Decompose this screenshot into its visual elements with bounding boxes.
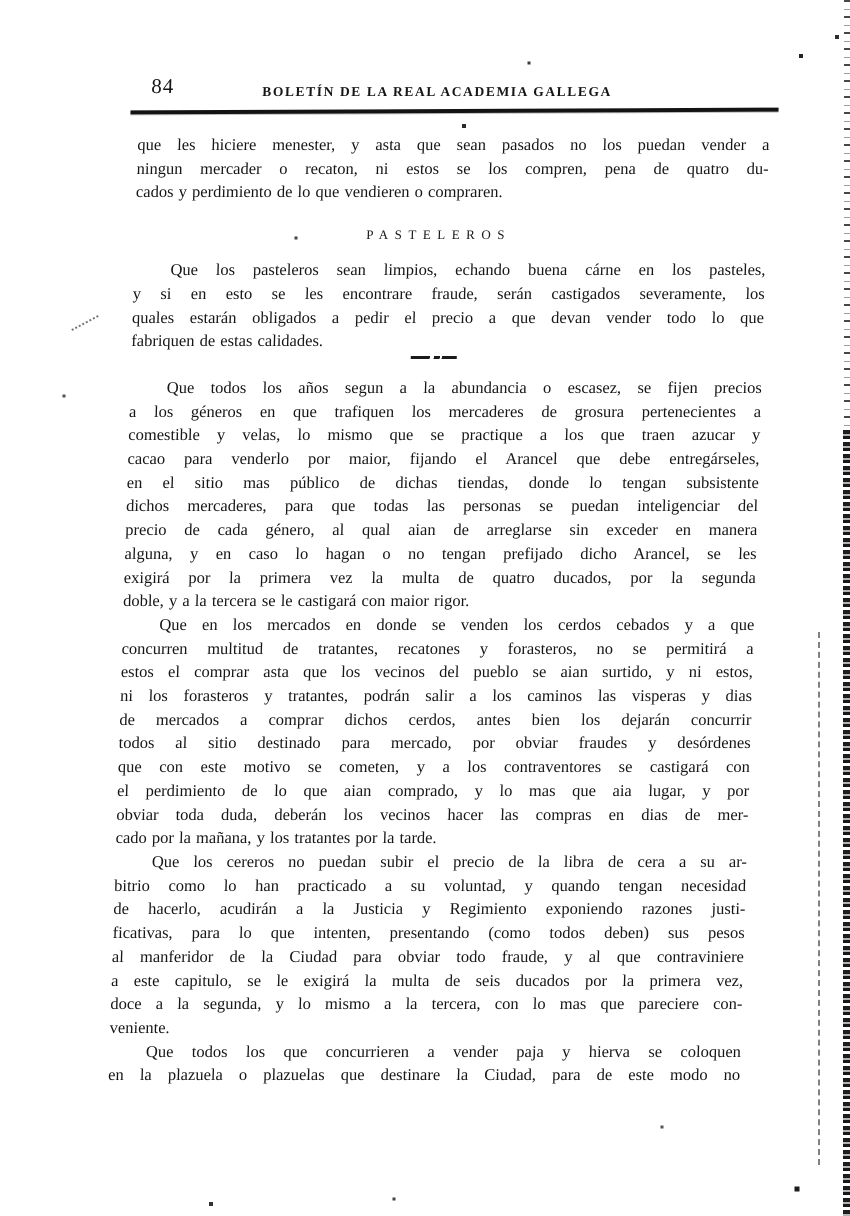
text-line: ficativas, para lo que intenten, presentando (como todos deben) sus pesos xyxy=(112,923,745,943)
scan-specks xyxy=(0,0,2,2)
text-line: estos el comprar asta que los vecinos del pueblo se aian surtido, y ni estos, xyxy=(120,662,754,682)
text-line: en la plazuela o plazuelas que destinare la Ciudad, para de este modo no xyxy=(107,1065,741,1085)
text-line: bitrio como lo han practicado a su voluntad, y quando tengan necesidad xyxy=(113,875,747,895)
page-edge-noise-bottom xyxy=(843,430,850,1216)
body-paragraph xyxy=(131,258,766,353)
text-line: concurren multitud de tratantes, recatones y forasteros, no se permitirá a xyxy=(121,638,754,658)
section-heading: PASTELEROS xyxy=(366,227,512,243)
text-line: de mercados a comprar dichos cerdos, antes bien los dejarán concurrir xyxy=(119,709,752,729)
text-line: todos al sitio destinado para mercado, por obviar fraudes y desórdenes xyxy=(118,733,751,753)
margin-pencil-mark xyxy=(71,315,98,331)
text-body xyxy=(108,133,770,1087)
text-line: Que todos los que concurrieren a vender paja y hierva se coloquen xyxy=(145,1041,742,1061)
text-line: fabriquen de estas calidades. xyxy=(130,331,324,351)
binding-crease-mark xyxy=(818,632,820,1165)
text-line: que con este motivo se cometen, y a los contraventores se castigará con xyxy=(117,757,751,777)
body-paragraph xyxy=(136,133,770,204)
body-paragraph xyxy=(115,613,754,850)
text-line: alguna, y en caso lo hagan o no tengan prefijado dicho Arancel, se les xyxy=(124,543,757,563)
text-line: exigirá por la primera vez la multa de quatro ducados, por la segunda xyxy=(123,567,757,587)
page-number: 84 xyxy=(150,74,175,98)
body-paragraph xyxy=(108,1040,741,1087)
text-line: veniente. xyxy=(109,1017,171,1037)
text-line: ni los forasteros y tratantes, podrán salir a los caminos las visperas y dias xyxy=(119,686,753,706)
page-content xyxy=(104,0,782,1216)
text-line: Que todos los años segun a la abundancia o escasez, se fijen precios xyxy=(166,377,763,397)
text-line: Que los pasteleros sean limpios, echando buena cárne en los pasteles, xyxy=(170,260,766,280)
text-line: y si en esto se les encontrare fraude, serán castigados severamente, los xyxy=(132,283,766,303)
running-title: BOLETÍN DE LA REAL ACADEMIA GALLEGA xyxy=(262,84,613,99)
text-line: al manferidor de la Ciudad para obviar todo fraude, y al que contraviniere xyxy=(111,946,745,966)
text-line: Que en los mercados en donde se venden los cerdos cebados y a que xyxy=(159,614,755,634)
header-rule xyxy=(130,108,778,115)
text-line: en el sitio mas público de dichas tiendas, donde lo tengan subsistente xyxy=(126,472,760,492)
text-line: Que los cereros no puedan subir el precio de la libra de cera a su ar- xyxy=(151,851,748,871)
text-line: a este capitulo, se le exigirá la multa de seis ducados por la primera vez, xyxy=(110,970,744,990)
page-edge-noise-top xyxy=(844,0,850,430)
text-line: a los géneros en que trafiquen los mercaderes de grosura pertenecientes a xyxy=(128,401,762,421)
text-line: cado por la mañana, y los tratantes por la tarde. xyxy=(115,828,437,848)
text-line: doble, y a la tercera se le castigará con maior rigor. xyxy=(122,591,470,611)
text-line: cacao para venderlo por maior, fijando el Arancel que debe entregárseles, xyxy=(127,449,760,469)
text-divider xyxy=(411,356,457,359)
text-line: quales estarán obligados a pedir el precio a que devan vender todo lo que xyxy=(131,307,765,327)
body-paragraph xyxy=(109,850,747,1040)
text-line: precio de cada género, al qual aian de arreglarse sin exceder en manera xyxy=(125,520,758,540)
text-line: cados y perdimiento de lo que vendieren o compraren. xyxy=(135,182,504,202)
text-line: obviar toda duda, deberán los vecinos hacer las compras en dias de mer- xyxy=(116,804,749,824)
text-line: ningun mercader o recaton, ni estos se los compren, pena de quatro du- xyxy=(136,158,770,178)
body-paragraph xyxy=(123,376,762,613)
text-line: doce a la segunda, y lo mismo a la tercera, con lo mas que pareciere con- xyxy=(110,994,743,1014)
text-line: que les hiciere menester, y asta que sean pasados no los puedan vender a xyxy=(137,135,770,154)
text-line: el perdimiento de lo que aian comprado, y lo mas que aia lugar, y por xyxy=(116,780,750,800)
text-line: dichos mercaderes, para que todas las personas se puedan inteligenciar del xyxy=(125,496,759,516)
text-line: comestible y velas, lo mismo que se practique a los que traen azucar y xyxy=(128,425,761,445)
text-line: de hacerlo, acudirán a la Justicia y Regimiento exponiendo razones justi- xyxy=(113,899,746,919)
